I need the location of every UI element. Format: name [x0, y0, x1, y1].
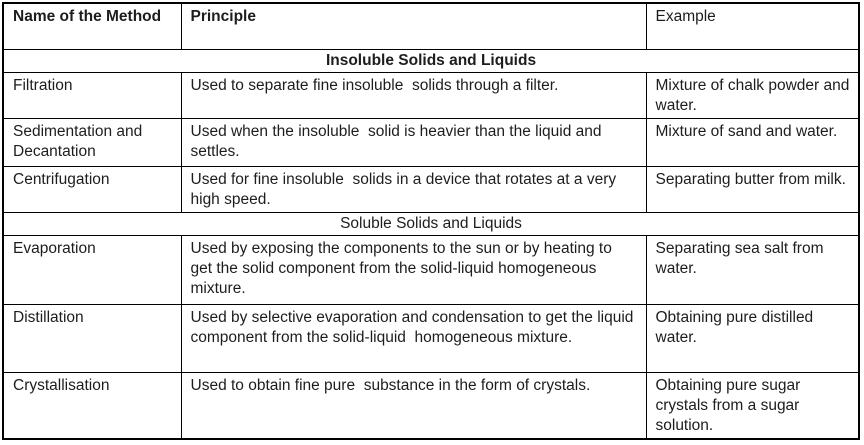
example-cell: Obtaining pure sugar crystals from a sugar solution.: [646, 372, 859, 439]
section-row-insoluble: [3, 49, 859, 72]
principle-cell: Used by selective evaporation and condensation to get the liquid component from the solid-liquid homogeneous mixture.: [181, 304, 646, 372]
table-row-distillation: [3, 304, 859, 372]
method-cell: Centrifugation: [3, 166, 181, 212]
example-cell: Separating sea salt from water.: [646, 235, 859, 304]
section-row-soluble: [3, 212, 859, 235]
principle-cell: Used for fine insoluble solids in a device that rotates at a very high speed.: [181, 166, 646, 212]
example-cell: Mixture of chalk powder and water.: [646, 72, 859, 118]
principle-cell: Used to separate fine insoluble solids through a filter.: [181, 72, 646, 118]
method-cell: Evaporation: [3, 235, 181, 304]
example-cell: Mixture of sand and water.: [646, 118, 859, 166]
method-cell: Crystallisation: [3, 372, 181, 439]
principle-cell: Used by exposing the components to the sun or by heating to get the solid component from the solid-liquid homogeneous mixture.: [181, 235, 646, 304]
principle-cell: Used when the insoluble solid is heavier than the liquid and settles.: [181, 118, 646, 166]
section-title-insoluble: Insoluble Solids and Liquids: [3, 49, 859, 72]
column-header-method: Name of the Method: [3, 3, 181, 49]
header-row: [3, 3, 859, 49]
column-header-example: Example: [646, 3, 859, 49]
column-header-principle: Principle: [181, 3, 646, 49]
method-cell: Sedimentation and Decantation: [3, 118, 181, 166]
method-cell: Filtration: [3, 72, 181, 118]
table-row-centrifugation: [3, 166, 859, 212]
section-title-soluble: Soluble Solids and Liquids: [3, 212, 859, 235]
example-cell: Separating butter from milk.: [646, 166, 859, 212]
principle-cell: Used to obtain fine pure substance in the form of crystals.: [181, 372, 646, 439]
table-row-sedimentation-decantation: [3, 118, 859, 166]
method-cell: Distillation: [3, 304, 181, 372]
table-row-filtration: [3, 72, 859, 118]
table-row-evaporation: [3, 235, 859, 304]
separation-methods-table: [2, 2, 860, 440]
example-cell: Obtaining pure distilled water.: [646, 304, 859, 372]
table-row-crystallisation: [3, 372, 859, 439]
